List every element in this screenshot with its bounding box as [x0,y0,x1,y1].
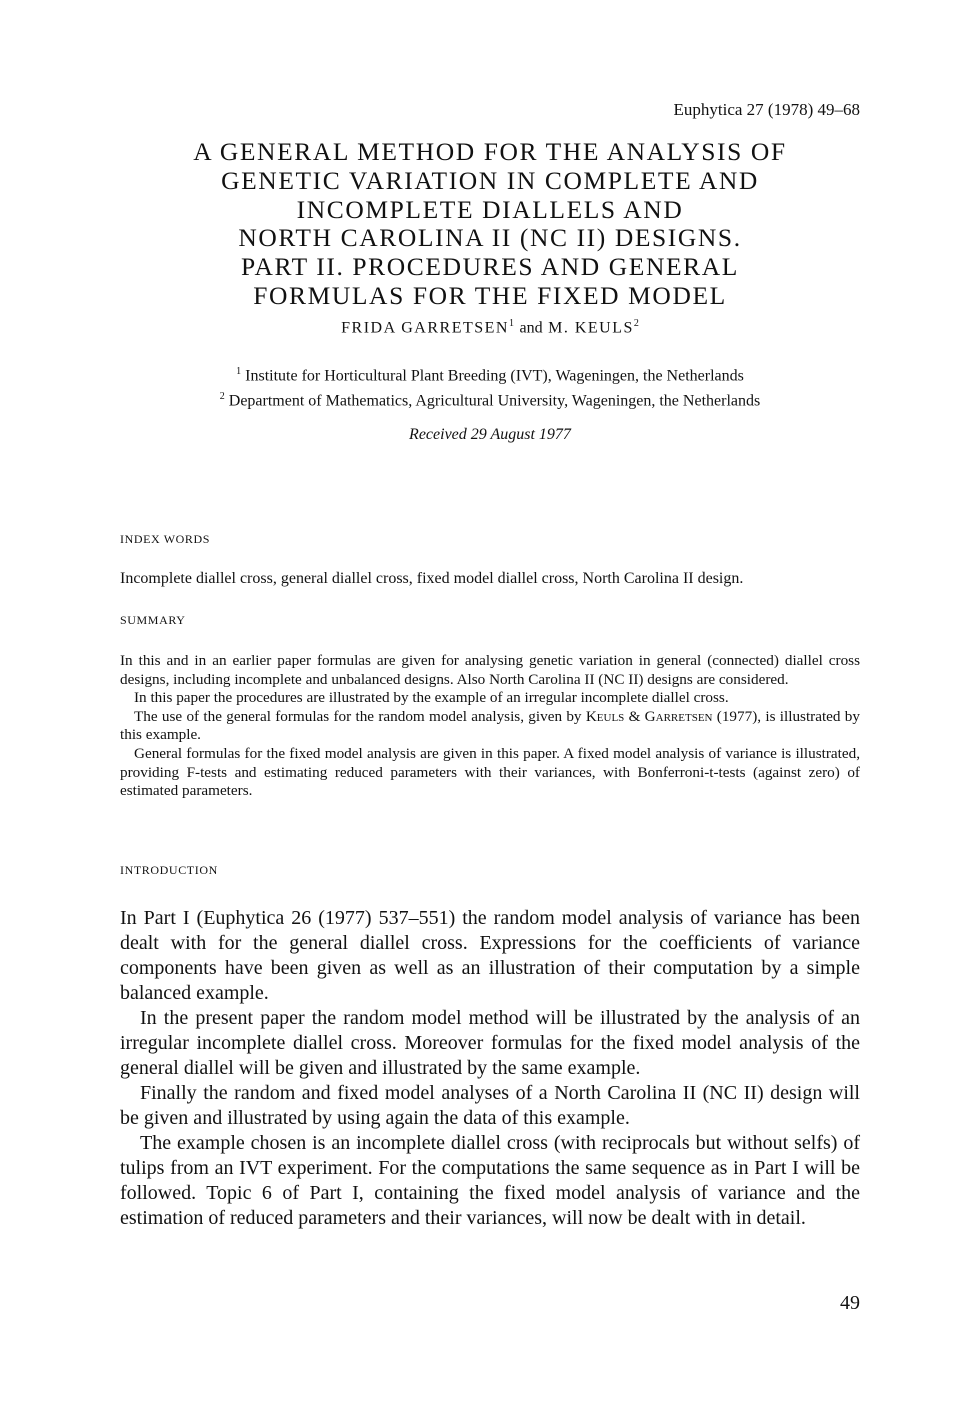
index-words-heading: INDEX WORDS [120,532,211,546]
introduction-heading: INTRODUCTION [120,863,218,877]
affiliation-text: Department of Mathematics, Agricultural University, Wageningen, the Netherlands [228,392,761,410]
citation: Keuls & Garretsen [585,707,713,725]
affiliation-text: Institute for Horticultural Plant Breeding (IVT), Wageningen, the Netherlands [245,367,744,385]
affiliation-mark: 1 [236,366,242,377]
paper-title [120,138,860,311]
affiliation-mark: 2 [633,318,639,329]
intro-paragraph: The example chosen is an incomplete diallel cross (with reciprocals but without selfs) of tulips from an IVT experiment. For the computations the same sequence as in Part I will be followed. Topic 6 of Part I, containing the fixed model analysis of variance and the estimation of reduced parameters and their variances, will now be dealt with in detail. [120,1132,860,1229]
title-line: PART II. PROCEDURES AND GENERAL [241,252,739,282]
index-words-text: Incomplete diallel cross, general diallel cross, fixed model diallel cross, North Carolina II design. [120,570,744,587]
affiliation-mark: 2 [219,391,225,403]
author-name: FRIDA GARRETSEN [341,319,509,337]
affiliation [120,386,860,411]
title-line: GENETIC VARIATION IN COMPLETE AND [221,165,759,195]
journal-reference: Euphytica 27 (1978) 49–68 [673,100,860,119]
introduction [120,906,860,1231]
affiliation-mark: 1 [508,318,514,329]
summary-paragraph: In this and in an earlier paper formulas are given for analysing genetic variation in general (connected) diallel cross designs, including incomplete and unbalanced designs. Also North Carolina II (NC II) designs are considered. [120,652,860,688]
affiliations [120,361,860,412]
summary-paragraph: In this paper the procedures are illustrated by the example of an irregular incomplete diallel cross. [134,689,729,707]
title-line: NORTH CAROLINA II (NC II) DESIGNS. [238,223,742,253]
author-joiner: and [519,319,543,337]
summary-text: (1977), is illustrated by this example. [120,707,860,744]
page-number: 49 [840,1292,860,1314]
title-line: A GENERAL METHOD FOR THE ANALYSIS OF [193,137,787,166]
summary-heading: SUMMARY [120,613,186,627]
affiliation [120,361,860,386]
intro-paragraph: In the present paper the random model method will be illustrated by the analysis of an irregular incomplete diallel cross. Moreover formulas for the fixed model analysis of the general diallel will be given and illustrated by the same example. [120,1007,860,1079]
summary-paragraph [120,708,860,745]
author-list [120,318,860,337]
title-line: FORMULAS FOR THE FIXED MODEL [253,280,727,310]
intro-paragraph: Finally the random and fixed model analyses of a North Carolina II (NC II) design will be given and illustrated by using again the data of this example. [120,1082,860,1129]
summary-text: The use of the general formulas for the random model analysis, given by [134,707,582,725]
received-date: Received 29 August 1977 [409,426,571,443]
intro-paragraph: In Part I (Euphytica 26 (1977) 537–551) the random model analysis of variance has been dealt with for the general diallel cross. Expressions for the coefficients of variance components have been given as well as an illustration of their computation by a simple balanced example. [120,907,860,1004]
title-line: INCOMPLETE DIALLELS AND [296,194,684,224]
author-name: M. KEULS [548,319,634,337]
summary [120,652,860,801]
summary-paragraph: General formulas for the fixed model analysis are given in this paper. A fixed model analysis of variance is illustrated, providing F-tests and estimating reduced parameters with their variances, with Bonferroni-t-tests (against zero) of estimated parameters. [120,744,860,800]
